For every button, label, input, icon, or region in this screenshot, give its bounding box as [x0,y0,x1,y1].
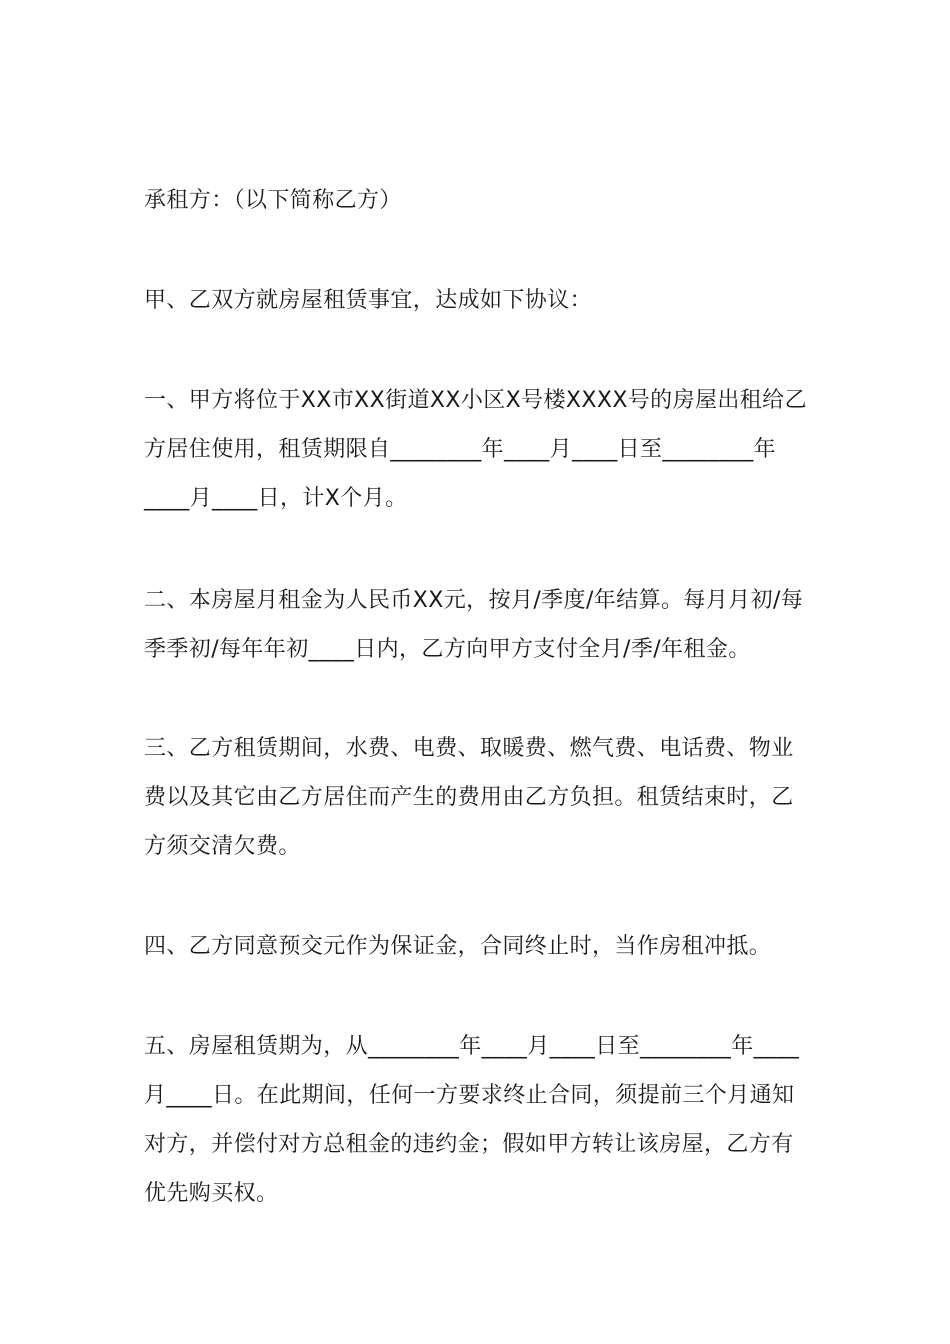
lessee-line: 承租方：（以下简称乙方） [144,188,402,213]
clause-5: 五、房屋租赁期为，从________年____月____日至________年____月____日。在此期间，任何一方要求终止合同，须提前三个月通知对方，并偿付对方总租金的违约金；假如甲方转让该房屋，乙方有优先购买权。 [144,1034,800,1206]
clause-2: 二、本房屋月租金为人民币XX元，按月/季度/年结算。每月月初/每季季初/每年年初____日内，乙方向甲方支付全月/季/年租金。 [144,588,804,662]
clause-1: 一、甲方将位于XX市XX街道XX小区X号楼XXXX号的房屋出租给乙方居住使用，租赁期限自________年____月____日至________年____月____日，计X个月。 [144,388,807,511]
clause-4: 四、乙方同意预交元作为保证金，合同终止时，当作房租冲抵。 [144,934,772,959]
clause-3: 三、乙方租赁期间，水费、电费、取暖费、燃气费、电话费、物业费以及其它由乙方居住而产生的费用由乙方负担。租赁结束时，乙方须交清欠费。 [144,736,794,859]
agreement-intro: 甲、乙双方就房屋租赁事宜，达成如下协议： [144,288,593,313]
